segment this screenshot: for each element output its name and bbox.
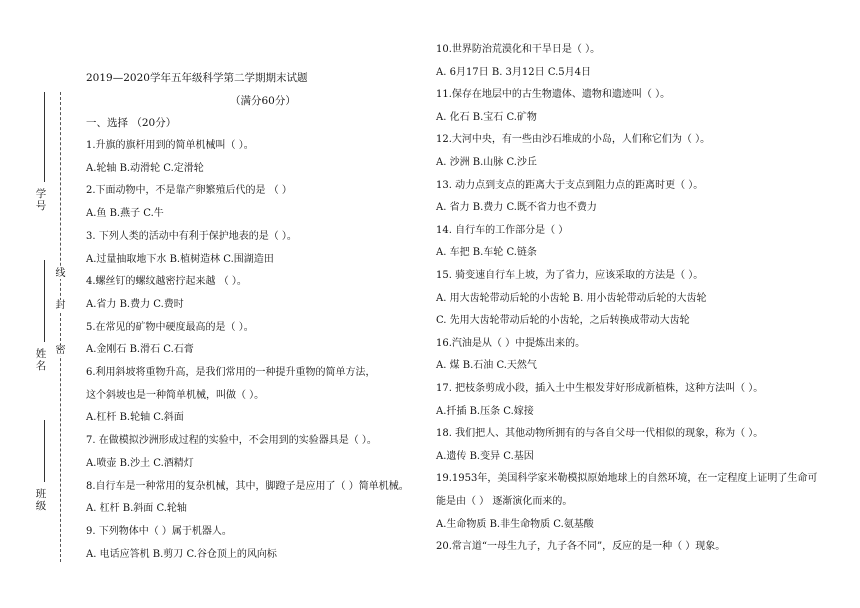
question-line: 18. 我们把人、其他动物所拥有的与各自父母一代相似的现象，称为（ ）。	[436, 428, 764, 440]
question-line: A. 电话应答机 B.剪刀 C.谷仓顶上的风向标	[86, 548, 277, 560]
question-line: A. 车把 B.车轮 C.链条	[436, 247, 537, 259]
question-line: 3. 下列人类的活动中有利于保护地表的是（ ）。	[86, 230, 297, 242]
question-line: 14. 自行车的工作部分是（ ）	[436, 224, 569, 236]
question-line: A.杠杆 B.轮轴 C.斜面	[86, 412, 184, 424]
question-line: A.金刚石 B.滑石 C.石膏	[86, 344, 194, 356]
question-line: A. 6月17日 B. 3月12日 C.5月4日	[436, 66, 592, 78]
question-line: 19.1953年，美国科学家米勒模拟原始地球上的自然环境，在一定程度上证明了生命可	[436, 473, 818, 485]
question-line: A. 杠杆 B.斜面 C.轮轴	[86, 503, 187, 515]
seal-mark-feng: 封	[55, 300, 66, 311]
name-line	[44, 260, 45, 342]
question-line: 6.利用斜坡将重物升高，是我们常用的一种提升重物的简单方法，	[86, 367, 376, 378]
class-label: 班 级	[35, 488, 47, 512]
question-line: A. 用大齿轮带动后轮的小齿轮 B. 用小齿轮带动后轮的大齿轮	[436, 292, 707, 304]
question-line: 9. 下列物体中（ ）属于机器人。	[86, 525, 232, 537]
student-id-label: 学号	[35, 188, 47, 212]
question-line: A. 化石 B.宝石 C.矿物	[436, 111, 537, 123]
question-line: 5.在常见的矿物中硬度最高的是（ ）。	[86, 321, 254, 333]
question-line: A.遗传 B.变异 C.基因	[436, 450, 534, 462]
question-line: A. 沙洲 B.山脉 C.沙丘	[436, 157, 537, 168]
question-line: 8.自行车是一种常用的复杂机械，其中，脚蹬子是应用了（ ）简单机械。	[86, 480, 409, 492]
class-line	[44, 420, 45, 482]
seal-dashed-line	[60, 92, 61, 562]
question-line: 17. 把枝条剪成小段，插入土中生根发芽好形成新植株，这种方法叫（ ）。	[436, 383, 764, 394]
question-line: A.轮轴 B.动滑轮 C.定滑轮	[86, 162, 204, 174]
seal-mark-xian: 线	[55, 268, 66, 279]
question-line: 11.保存在地层中的古生物遗体、遗物和遗迹叫（ ）。	[436, 89, 671, 101]
question-line: 7. 在做模拟沙洲形成过程的实验中，不会用到的实验器具是（ ）。	[86, 435, 377, 447]
section-heading: 一、选择 （20分）	[86, 117, 177, 129]
question-line: A.过量抽取地下水 B.植树造林 C.围湖造田	[86, 253, 274, 265]
exam-subtitle: （满分60分）	[230, 95, 296, 107]
question-line: A. 煤 B.石油 C.天然气	[436, 360, 537, 372]
question-line: 15. 骑变速自行车上坡，为了省力，应该采取的方法是（ ）。	[436, 270, 704, 281]
binding-margin	[0, 0, 80, 608]
question-line: A.生命物质 B.非生命物质 C.氨基酸	[436, 518, 594, 530]
question-line: 这个斜坡也是一种简单机械，叫做（ ）。	[86, 389, 265, 401]
question-line: 4.螺丝钉的螺纹越密拧起来越 （ ）。	[86, 276, 247, 288]
name-label: 姓名	[35, 348, 47, 372]
question-line: 1.升旗的旗杆用到的简单机械叫（ ）。	[86, 140, 254, 151]
question-line: 10.世界防治荒漠化和干旱日是（ ）。	[436, 44, 601, 55]
question-line: A.省力 B.费力 C.费时	[86, 298, 184, 310]
question-line: 2.下面动物中，不是靠产卵繁殖后代的是 （ ）	[86, 185, 292, 197]
question-line: C. 先用大齿轮带动后轮的小齿轮，之后转换成带动大齿轮	[436, 315, 690, 327]
question-line: A.扦插 B.压条 C.嫁接	[436, 405, 534, 417]
question-line: A.喷壶 B.沙土 C.酒精灯	[86, 457, 194, 469]
question-line: A. 省力 B.费力 C.既不省力也不费力	[436, 202, 597, 214]
seal-mark-mi: 密	[55, 345, 66, 356]
exam-title: 2019—2020学年五年级科学第二学期期末试题	[86, 72, 308, 84]
question-line: 能是由（ ） 逐渐演化而来的。	[436, 496, 573, 507]
question-line: 20.常言道“一母生九子，九子各不同”，反应的是一种（ ）现象。	[436, 541, 726, 553]
student-id-line	[44, 92, 45, 182]
question-line: 12.大河中央，有一些由沙石堆成的小岛，人们称它们为（ ）。	[436, 134, 711, 146]
question-line: A.鱼 B.燕子 C.牛	[86, 208, 164, 220]
question-line: 16.汽油是从（ ）中提炼出来的。	[436, 337, 586, 349]
question-line: 13. 动力点到支点的距离大于支点到阻力点的距离时更（ ）。	[436, 179, 704, 191]
